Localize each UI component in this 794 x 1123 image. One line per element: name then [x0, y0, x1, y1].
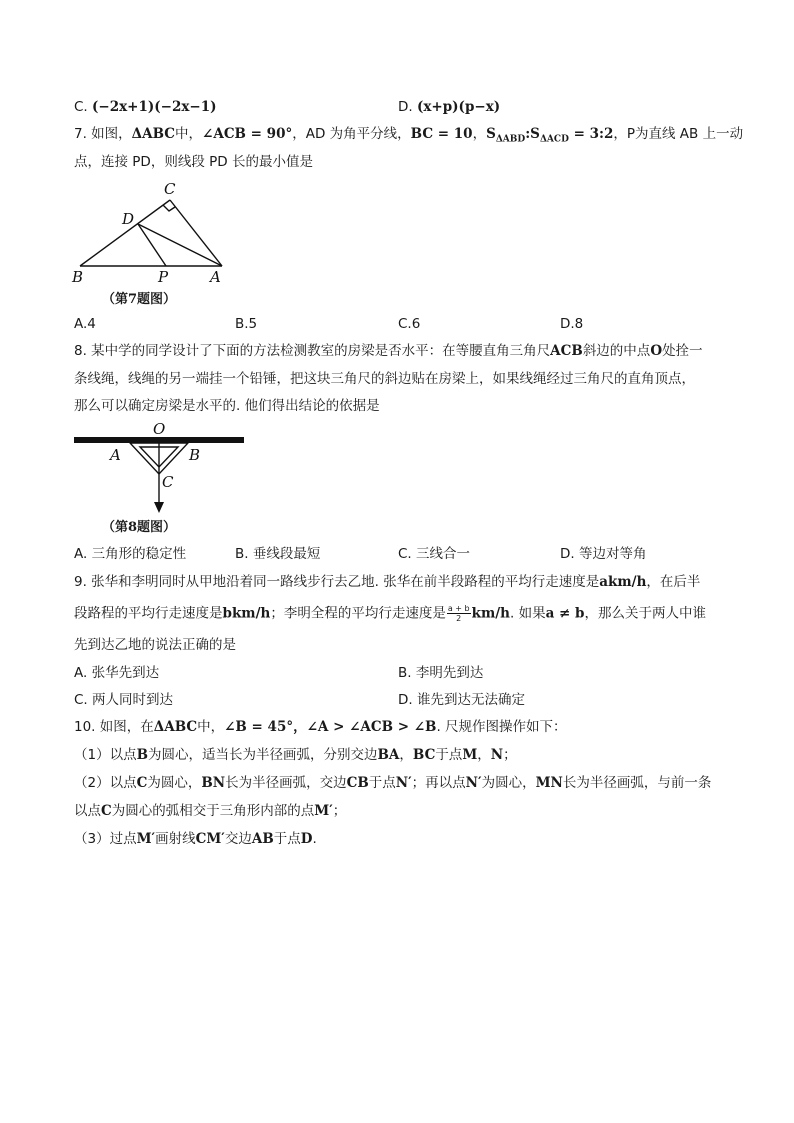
q7-figure-caption: （第7题图） [102, 292, 177, 307]
label-p: P [158, 268, 169, 286]
label-b: B [189, 446, 201, 464]
q10-step2: （2）以点C为圆心，BN长为半径画弧，交边CB于点N′；再以点N′为圆心，MN长为半径画弧，与前一条 [74, 775, 712, 791]
label-c: C [164, 180, 176, 198]
label-c: C [162, 473, 174, 491]
q7-stem-line1: 7. 如图，ΔABC中，∠ACB = 90°，AD 为角平分线，BC = 10，$S_{\Delta ABD}:S_{\Delta ACD}$ = 3:2，P为直线 AB 上一动 [74, 126, 744, 145]
q10-step1: （1）以点B为圆心，适当长为半径画弧，分别交边BA，BC于点M，N； [74, 747, 517, 763]
q7-stem-line2: 点，连接 PD，则线段 PD 长的最小值是 [74, 154, 313, 170]
label-a: A [210, 268, 221, 286]
q8-option-a: A. 三角形的稳定性 [74, 546, 187, 562]
q7-option-b: B.5 [235, 316, 258, 332]
q8-figure-caption: （第8题图） [102, 520, 177, 535]
q9-stem-line2: 段路程的平均行走速度是bkm/h；李明全程的平均行走速度是 $\frac{a + b}{2}$ km/h. 如果a ≠ b，那么关于两人中谁 [74, 604, 706, 623]
q7-option-a: A.4 [74, 316, 96, 332]
q8-stem-line2: 条线绳，线绳的另一端挂一个铅锤，把这块三角尺的斜边贴在房梁上，如果线绳经过三角尺的直角顶点， [74, 371, 695, 387]
q8-option-c: C. 三线合一 [398, 546, 471, 562]
q8-stem-line3: 那么可以确定房梁是水平的. 他们得出结论的依据是 [74, 398, 380, 414]
q6-option-c [74, 98, 216, 116]
q8-figure [70, 420, 250, 520]
q6-option-d [398, 98, 500, 116]
label-a: A [110, 446, 121, 464]
q9-option-a: A. 张华先到达 [74, 665, 160, 681]
label-b: B [72, 268, 84, 286]
q8-option-b: B. 垂线段最短 [235, 546, 321, 562]
label-d: D [122, 210, 135, 228]
q8-stem-line1: 8. 某中学的同学设计了下面的方法检测教室的房梁是否水平：在等腰直角三角尺ACB斜边的中点O处拴一 [74, 343, 703, 359]
option-label: D. [398, 99, 417, 115]
q7-option-d: D.8 [560, 316, 584, 332]
segment-ca [170, 200, 222, 266]
q9-stem-line3: 先到达乙地的说法正确的是 [74, 637, 236, 653]
math-expression: (−2x+1)(−2x−1) [92, 99, 217, 115]
segment-da [138, 224, 222, 266]
right-angle-mark [163, 205, 175, 211]
label-o: O [153, 420, 166, 438]
q10-step2-cont: 以点C为圆心的弧相交于三角形内部的点M′； [74, 803, 347, 819]
q9-option-b: B. 李明先到达 [398, 665, 484, 681]
q9-option-c: C. 两人同时到达 [74, 692, 174, 708]
q9-stem-line1: 9. 张华和李明同时从甲地沿着同一路线步行去乙地. 张华在前半段路程的平均行走速度是akm/h，在后半 [74, 574, 701, 590]
q10-step3: （3）过点M′画射线CM′交边AB于点D. [74, 831, 317, 847]
plumb-bob [154, 502, 164, 513]
q9-option-d: D. 谁先到达无法确定 [398, 692, 525, 708]
fraction: $\frac{a + b}{2}$ [447, 604, 470, 623]
option-label: C. [74, 99, 93, 115]
q10-stem-line1: 10. 如图，在ΔABC中，∠B = 45°，∠A > ∠ACB > ∠B. 尺规作图操作如下： [74, 719, 567, 735]
q7-option-c: C.6 [398, 316, 421, 332]
q7-figure [70, 178, 230, 288]
q8-option-d: D. 等边对等角 [560, 546, 647, 562]
math-expression: (x+p)(p−x) [416, 99, 501, 115]
